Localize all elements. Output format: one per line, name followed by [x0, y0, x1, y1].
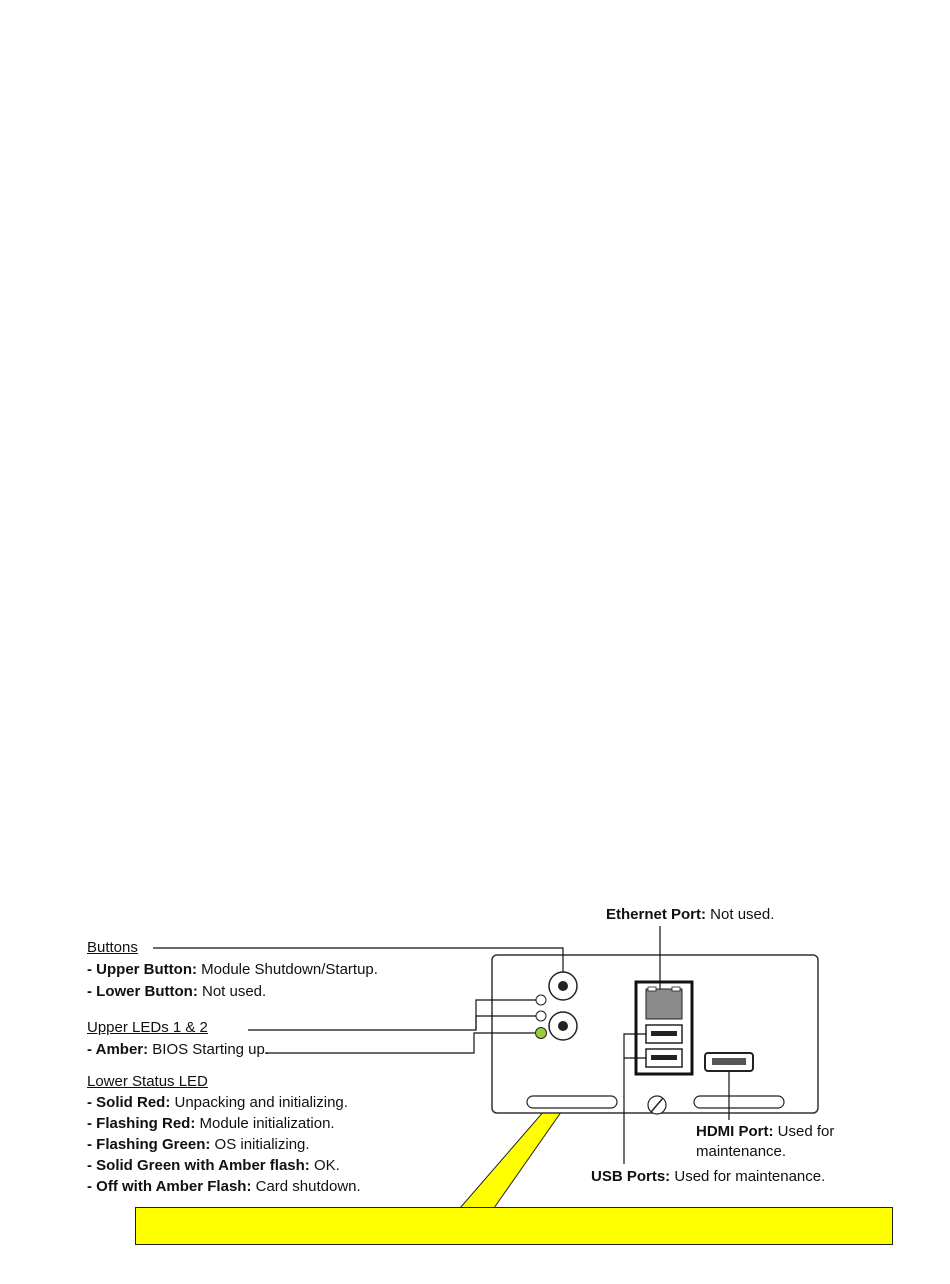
- upper-button-desc: Module Shutdown/Startup.: [196, 961, 378, 978]
- status-item: [87, 1135, 310, 1155]
- status-item-term: - Off with Amber Flash:: [87, 1178, 252, 1195]
- lower-button[interactable]: [549, 1012, 577, 1040]
- ethernet-port-label: [606, 905, 774, 925]
- panel-slot-right: [694, 1096, 784, 1108]
- status-item: [87, 1156, 340, 1176]
- status-item-term: - Solid Green with Amber flash:: [87, 1157, 310, 1174]
- lower-status-led: [536, 1028, 547, 1039]
- hdmi-port-desc-line2: maintenance.: [696, 1143, 787, 1160]
- status-item-term: - Flashing Red:: [87, 1115, 196, 1132]
- upper-button-description: [87, 960, 378, 980]
- ethernet-port[interactable]: [646, 987, 682, 1019]
- upper-led-1: [536, 995, 546, 1005]
- status-item-term: - Flashing Green:: [87, 1136, 211, 1153]
- usb-ports-label: [591, 1167, 825, 1187]
- upper-led-2: [536, 1011, 546, 1021]
- amber-led-description: [87, 1040, 269, 1060]
- hdmi-port-label: [696, 1122, 834, 1142]
- status-item: [87, 1093, 348, 1113]
- usb-port-upper[interactable]: [646, 1025, 682, 1043]
- upper-leds-heading: Upper LEDs 1 & 2: [87, 1019, 208, 1036]
- status-item-desc: Module initialization.: [195, 1115, 335, 1132]
- ethernet-port-desc: Not used.: [706, 906, 775, 923]
- amber-led-desc: BIOS Starting up.: [148, 1041, 270, 1058]
- usb-ports-desc: Used for maintenance.: [670, 1168, 826, 1185]
- lower-button-desc: Not used.: [197, 983, 267, 1000]
- panel-slot-left: [527, 1096, 617, 1108]
- upper-button[interactable]: [549, 972, 577, 1000]
- lower-button-term: - Lower Button:: [87, 983, 198, 1000]
- status-item-desc: OS initializing.: [210, 1136, 310, 1153]
- callout-box: [135, 1207, 893, 1245]
- ethernet-port-term: Ethernet Port:: [606, 906, 707, 923]
- lower-status-led-heading: Lower Status LED: [87, 1073, 208, 1090]
- usb-port-lower[interactable]: [646, 1049, 682, 1067]
- upper-button-term: - Upper Button:: [87, 961, 197, 978]
- status-item: [87, 1177, 361, 1197]
- hdmi-port-desc: Used for: [773, 1123, 835, 1140]
- lower-button-description: [87, 982, 266, 1002]
- status-item-term: - Solid Red:: [87, 1094, 171, 1111]
- hdmi-port-term: HDMI Port:: [696, 1123, 774, 1140]
- hdmi-port[interactable]: [705, 1053, 753, 1071]
- status-item-desc: OK.: [309, 1157, 340, 1174]
- screw-icon: [648, 1096, 666, 1114]
- usb-ports-term: USB Ports:: [591, 1168, 671, 1185]
- amber-led-term: - Amber:: [87, 1041, 149, 1058]
- status-item-desc: Unpacking and initializing.: [170, 1094, 348, 1111]
- buttons-heading: Buttons: [87, 939, 138, 956]
- status-item-desc: Card shutdown.: [251, 1178, 361, 1195]
- status-item: [87, 1114, 335, 1134]
